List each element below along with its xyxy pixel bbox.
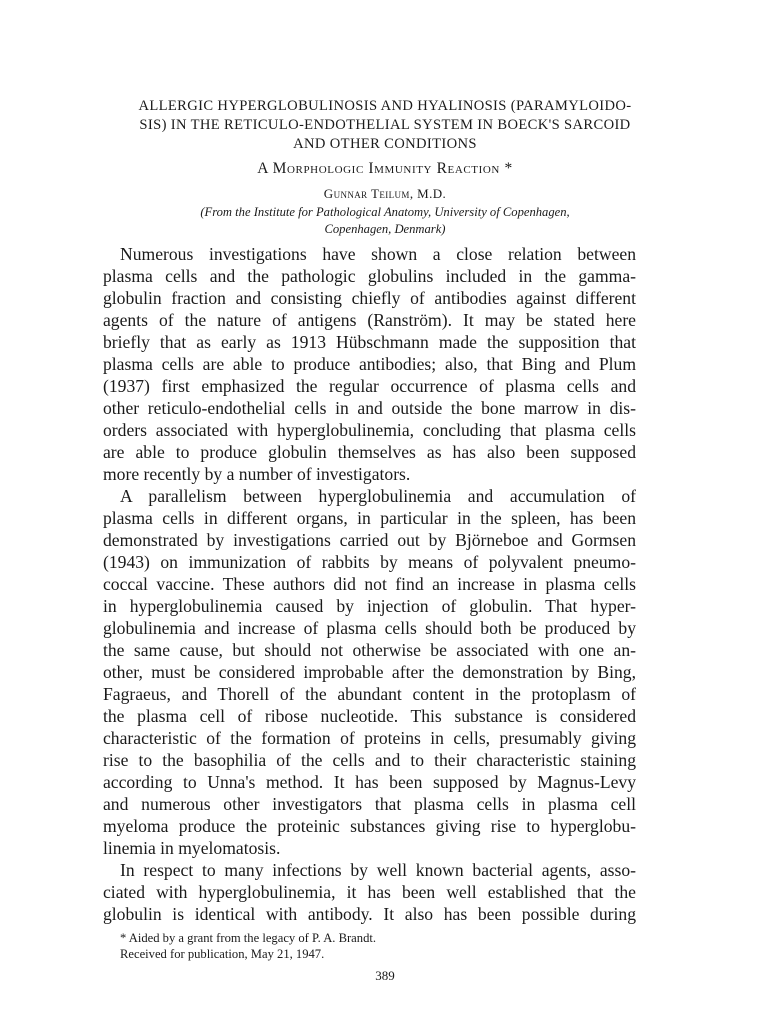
author-name: Gunnar Teilum, M.D. (323, 186, 447, 201)
body-line-12: A parallelism between hyperglobulinemia and accumulation of (120, 486, 636, 506)
footnote-grant: * Aided by a grant from the legacy of P. A. Brandt. (120, 931, 377, 945)
body-line-21: Fagraeus, and Thorell of the abundant content in the protoplasm of (103, 684, 636, 704)
affiliation-line-2: Copenhagen, Denmark) (324, 222, 446, 236)
affiliation-line-1: (From the Institute for Pathological Anatomy, University of Copenhagen, (200, 205, 570, 219)
article-title-line-1: ALLERGIC HYPERGLOBULINOSIS AND HYALINOSIS (PARAMYLOIDO- (138, 98, 632, 114)
body-line-29: In respect to many infections by well known bacterial agents, asso- (120, 860, 636, 880)
body-line-17: in hyperglobulinemia caused by injection of globulin. That hyper- (103, 596, 636, 616)
page-number: 389 (375, 968, 395, 983)
body-line-8: other reticulo-endothelial cells in and outside the bone marrow in dis- (103, 398, 636, 418)
body-line-22: the plasma cell of ribose nucleotide. This substance is considered (103, 706, 636, 726)
body-line-26: and numerous other investigators that plasma cells in plasma cell (103, 794, 636, 814)
body-line-7: (1937) first emphasized the regular occurrence of plasma cells and (103, 376, 636, 396)
body-line-5: briefly that as early as 1913 Hübschmann made the supposition that (103, 332, 636, 352)
body-line-10: are able to produce globulin themselves as has also been supposed (103, 442, 636, 462)
body-line-9: orders associated with hyperglobulinemia, concluding that plasma cells (103, 420, 636, 440)
body-line-28: linemia in myelomatosis. (103, 838, 281, 858)
body-line-31: globulin is identical with antibody. It also has been possible during (103, 904, 636, 924)
footnote-received: Received for publication, May 21, 1947. (120, 947, 325, 961)
body-line-20: other, must be considered improbable after the demonstration by Bing, (103, 662, 636, 682)
body-line-6: plasma cells are able to produce antibodies; also, that Bing and Plum (103, 354, 636, 374)
body-line-25: according to Unna's method. It has been supposed by Magnus-Levy (103, 772, 636, 792)
body-line-13: plasma cells in different organs, in particular in the spleen, has been (103, 508, 636, 528)
body-line-24: rise to the basophilia of the cells and to their characteristic staining (103, 750, 636, 770)
body-line-27: myeloma produce the proteinic substances giving rise to hyperglobu- (103, 816, 636, 836)
body-line-4: agents of the nature of antigens (Ranström). It may be stated here (103, 310, 636, 330)
article-title-line-3: AND OTHER CONDITIONS (293, 136, 477, 152)
body-line-1: Numerous investigations have shown a close relation between (120, 244, 636, 264)
body-line-3: globulin fraction and consisting chiefly of antibodies against different (103, 288, 636, 308)
body-line-15: (1943) on immunization of rabbits by means of polyvalent pneumo- (103, 552, 636, 572)
article-subtitle: A Morphologic Immunity Reaction * (257, 160, 513, 177)
body-line-18: globulinemia and increase of plasma cells should both be produced by (103, 618, 636, 638)
body-line-23: characteristic of the formation of proteins in cells, presumably giving (103, 728, 636, 748)
body-line-14: demonstrated by investigations carried out by Björneboe and Gormsen (103, 530, 636, 550)
body-line-11: more recently by a number of investigators. (103, 464, 411, 484)
body-line-16: coccal vaccine. These authors did not find an increase in plasma cells (103, 574, 636, 594)
body-line-19: the same cause, but should not otherwise be associated with one an- (103, 640, 636, 660)
body-line-30: ciated with hyperglobulinemia, it has been well established that the (103, 882, 636, 902)
body-line-2: plasma cells and the pathologic globulins included in the gamma- (103, 266, 636, 286)
article-title-line-2: SIS) IN THE RETICULO-ENDOTHELIAL SYSTEM IN BOECK'S SARCOID (139, 117, 631, 133)
